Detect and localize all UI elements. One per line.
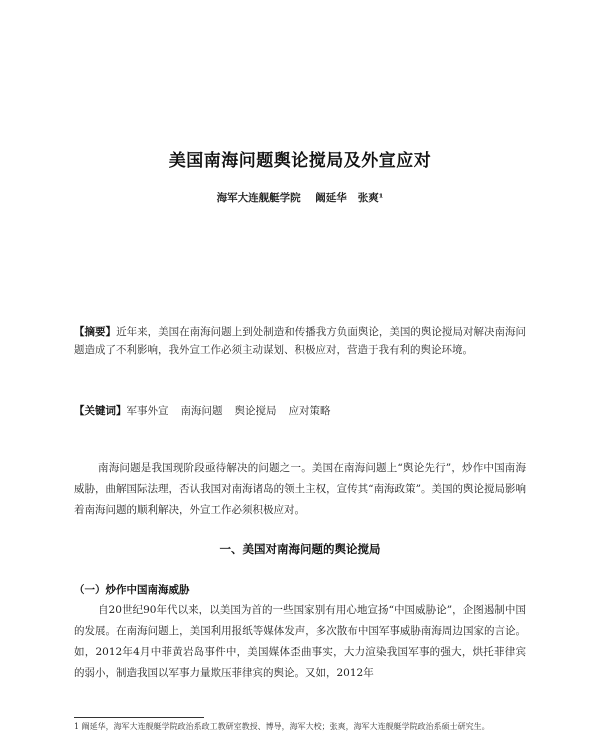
keyword-item: 军事外宣 (126, 405, 169, 417)
section-heading: 一、美国对南海问题的舆论搅局 (219, 542, 381, 556)
body-paragraph: 自20世纪90年代以来，以美国为首的一些国家别有用心地宣扬“中国威胁论”，企图遏制中国的发展。在南海问题上，美国利用报纸等媒体发声，多次散布中国军事威胁南海周边国家的言论。如，2012年4月中菲黄岩岛事件中，美国媒体歪曲事实，大力渲染我国军事的强大，烘托菲律宾的弱小，制造我国以军事力量欺压菲律宾的舆论。又如，2012年 (74, 604, 526, 679)
footnote: 1 阚延华，海军大连舰艇学院政治系政工教研室教授、博导，海军大校；张爽，海军大连舰艇学院政治系硕士研究生。 (74, 722, 490, 731)
keyword-item: 应对策略 (288, 405, 331, 417)
subsection-heading: （一）炒作中国南海威胁 (74, 584, 190, 596)
keywords (74, 403, 526, 418)
abstract (74, 323, 526, 359)
author-line: 海军大连舰艇学院 阚延华 张爽¹ (216, 192, 384, 204)
paper-title: 美国南海问题舆论搅局及外宣应对 (168, 151, 432, 171)
abstract-label: 【摘要】 (74, 326, 117, 338)
keywords-label: 【关键词】 (74, 405, 127, 417)
keyword-item: 南海问题 (180, 405, 223, 417)
footnote-divider (74, 717, 204, 718)
abstract-text: 近年来，美国在南海问题上到处制造和传播我方负面舆论，美国的舆论搅局对解决南海问题造成了不利影响，我外宣工作必须主动谋划、积极应对，营造于我有利的舆论环境。 (74, 326, 527, 356)
keyword-item: 舆论搅局 (234, 405, 277, 417)
intro-paragraph: 南海问题是我国现阶段亟待解决的问题之一。美国在南海问题上“舆论先行”，炒作中国南海威胁，曲解国际法理，否认我国对南海诸岛的领土主权，宣传其“南海政策”。美国的舆论搅局影响着南海问题的顺利解决，外宣工作必须积极应对。 (74, 462, 526, 516)
